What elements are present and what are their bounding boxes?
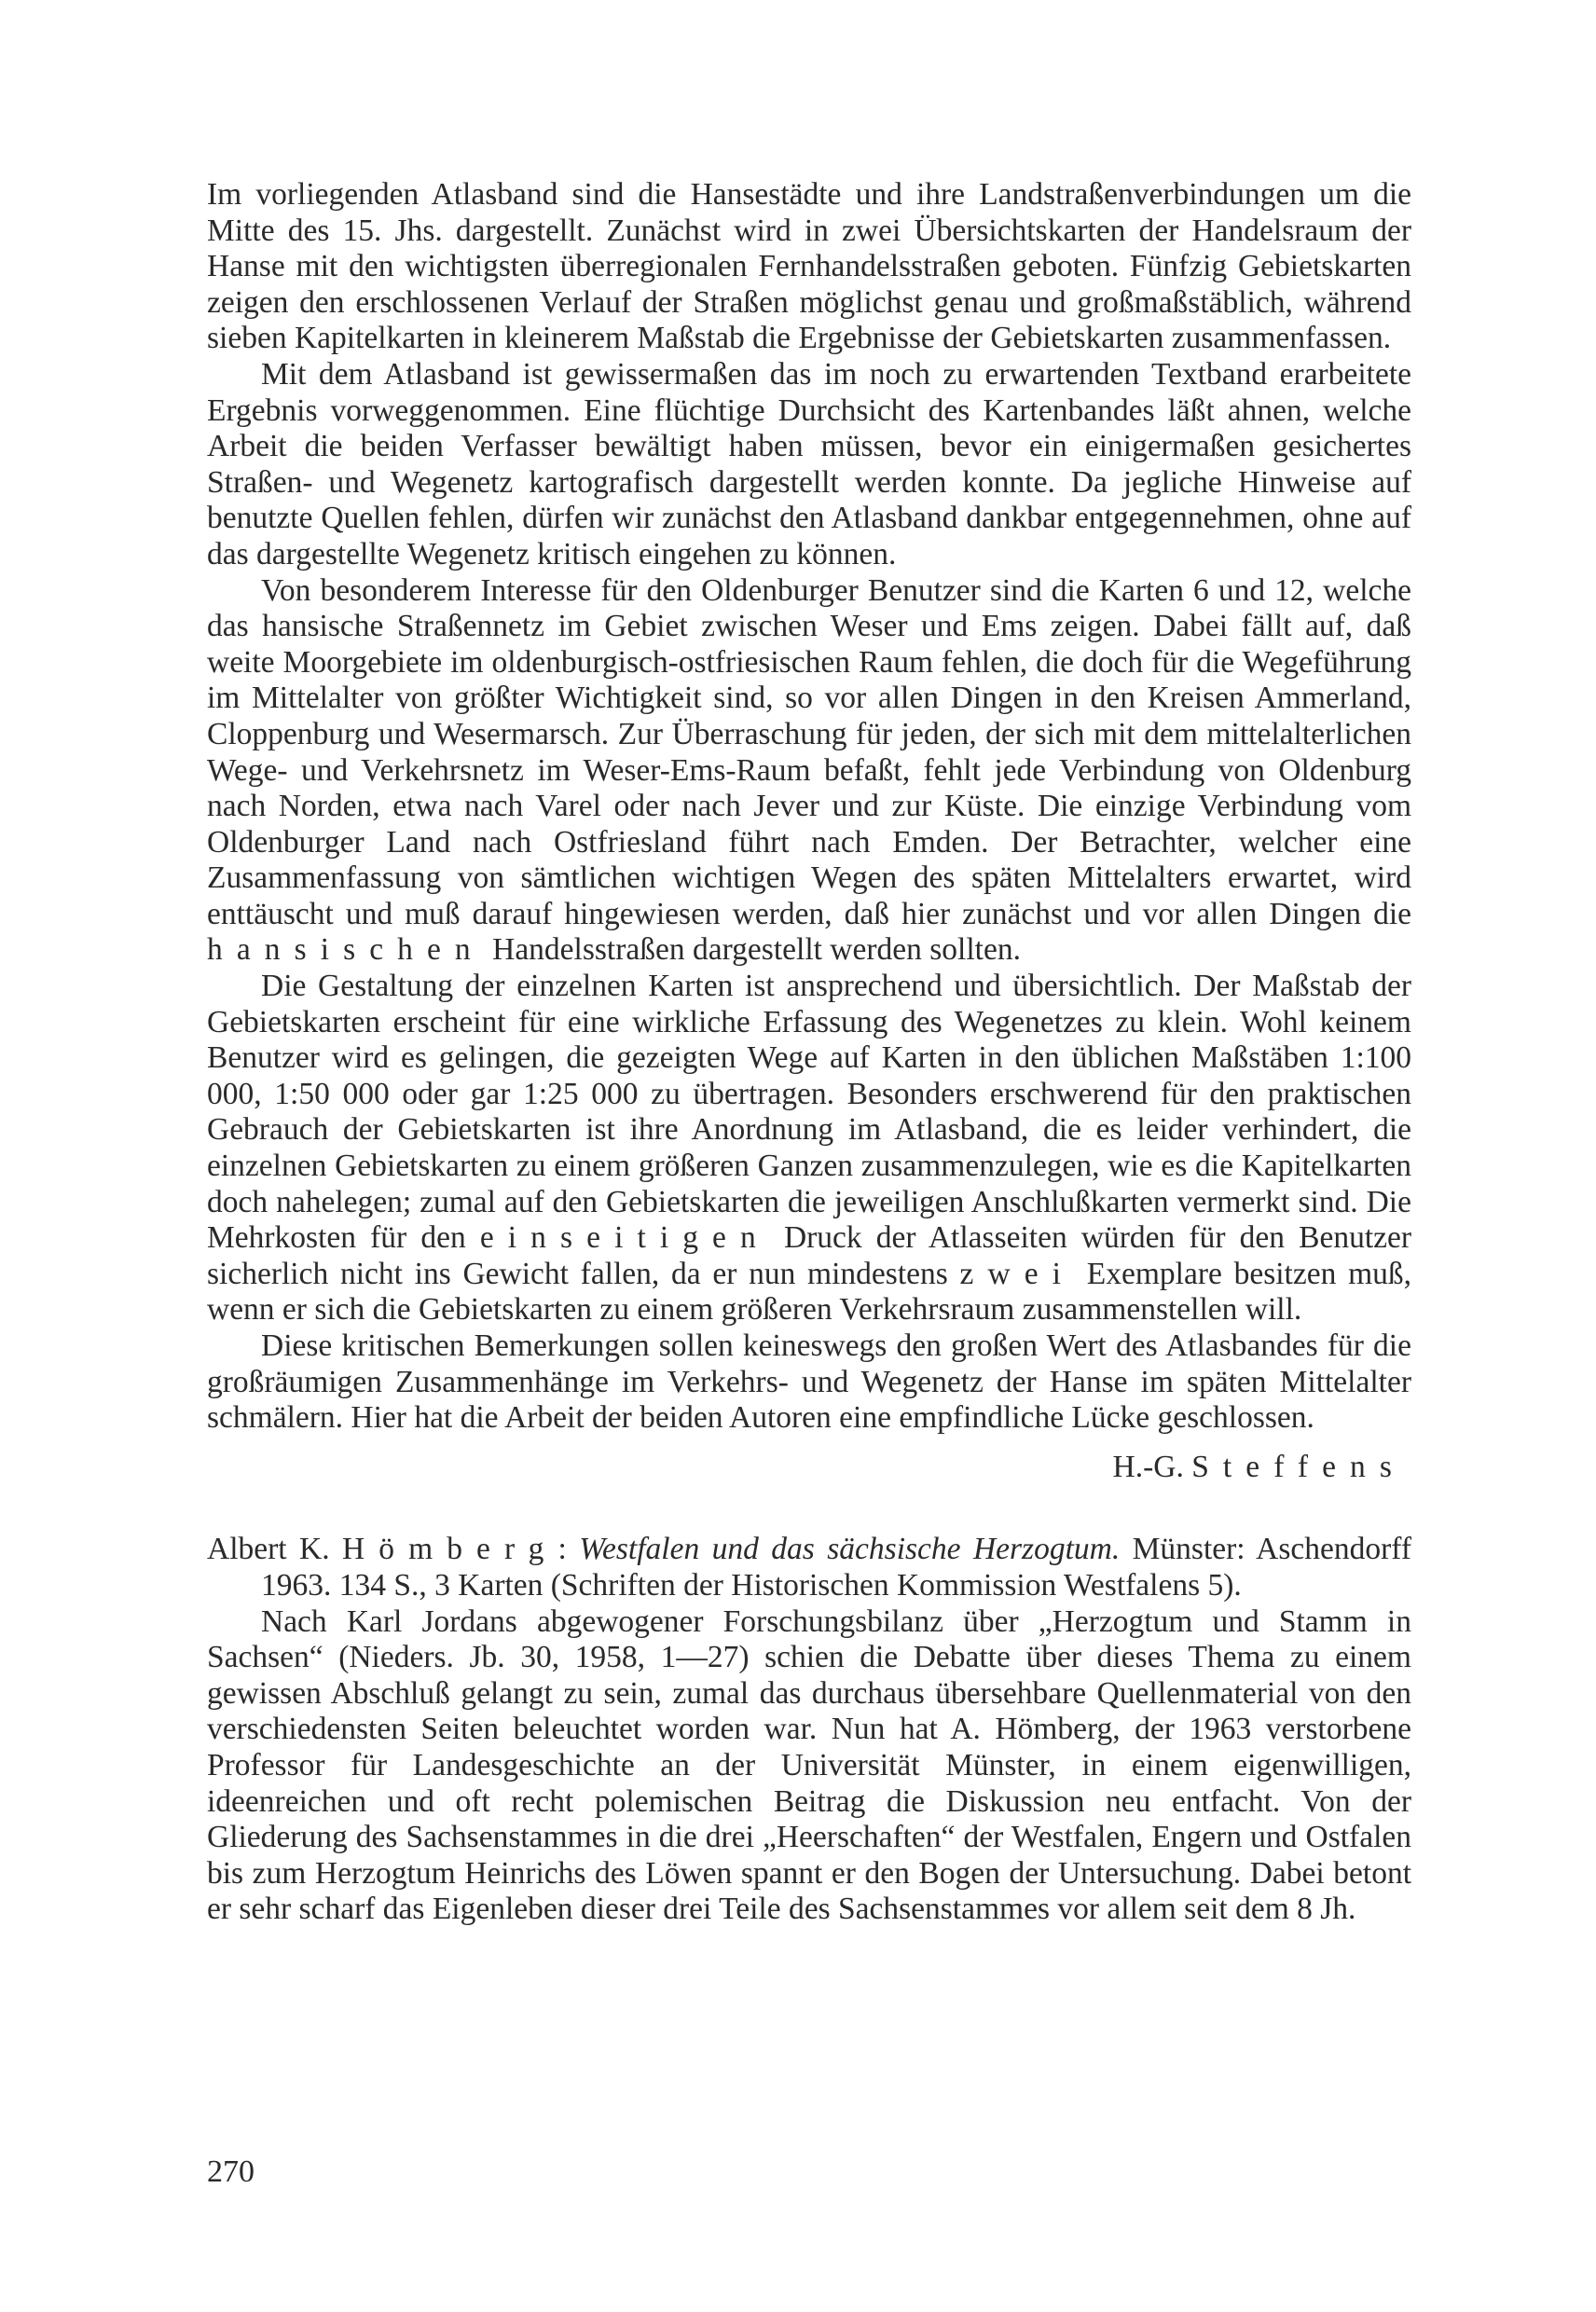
review1-paragraph-5: Diese kritischen Bemerkungen sollen keineswegs den großen Wert des Atlasbandes für die großräumigen Zusammenhänge im Verkehrs- und Wegenetz der Hanse im späten Mittelalter schmälern. Hier hat die Arbeit der beiden Autoren eine empfindliche Lücke geschlossen. <box>207 1328 1411 1436</box>
bib-author-first: Albert K. <box>207 1532 330 1567</box>
review1-paragraph-2: Mit dem Atlasband ist gewissermaßen das im noch zu erwartenden Textband erarbeitete Ergebnis vorweggenommen. Eine flüchtige Durchsicht des Kartenbandes läßt ahnen, welche Arbeit die beiden Verfasser bewältigt haben müssen, bevor ein einigermaßen gesichertes Straßen- und Wegenetz kartografisch dargestellt werden konnte. Da jegliche Hinweise auf benutzte Quellen fehlen, dürfen wir zunächst den Atlasband dankbar entgegennehmen, ohne auf das dargestellte Wegenetz kritisch eingehen zu können. <box>207 356 1411 571</box>
review-atlas-hanse <box>207 177 1411 1485</box>
review1-paragraph-3-text-b: Handelsstraßen dargestellt werden sollten. <box>492 932 1021 968</box>
review1-paragraph-3 <box>207 573 1411 970</box>
emphasis-einseitigen: einseitigen <box>479 1220 770 1256</box>
emphasis-hansischen: hansischen <box>207 932 485 968</box>
bib-author-last: Hömberg <box>342 1532 558 1567</box>
reviewer-signature <box>207 1450 1411 1486</box>
review1-paragraph-4-text-a: Die Gestaltung der einzelnen Karten ist ansprechend und übersichtlich. Der Maßstab der Gebietskarten erscheint für eine wirkliche Erfassung des Wegenetzes zu klein. Wohl keinem Benutzer wird es gelingen, die gezeigten Wege auf Karten in den üblichen Maßstäben 1:100 000, 1:50 000 oder gar 1:25 000 zu übertragen. Besonders erschwerend für den praktischen Gebrauch der Gebietskarten ist ihre Anordnung im Atlasband, die es leider verhindert, die einzelnen Gebietskarten zu einem größeren Ganzen zusammenzulegen, wie es die Kapitelkarten doch nahelegen; zumal auf den Gebietskarten die jeweiligen Anschlußkarten vermerkt sind. Die Mehrkosten für den <box>207 969 1411 1256</box>
bib-colon: : <box>557 1532 567 1567</box>
review1-paragraph-4-text-c: Exemplare besitzen muß, wenn er sich die Gebietskarten zu einem größeren Verkehrsraum zusammenstellen will. <box>207 1256 1411 1328</box>
bib-title: Westfalen und das sächsische Herzogtum. <box>579 1532 1121 1567</box>
bibliographic-entry <box>207 1532 1411 1603</box>
review1-paragraph-4-text-b: Druck der Atlasseiten würden für den Benutzer sicherlich nicht ins Gewicht fallen, da er nun mindestens <box>207 1220 1412 1291</box>
review-separator <box>207 1485 1411 1532</box>
review2-paragraph-1: Nach Karl Jordans abgewogener Forschungsbilanz über „Herzogtum und Stamm in Sachsen“ (Nieders. Jb. 30, 1958, 1—27) schien die Debatte über dieses Thema zu einem gewissen Abschluß gelangt zu sein, zumal das durchaus übersehbare Quellenmaterial von den verschiedensten Seiten beleuchtet worden war. Nun hat A. Hömberg, der 1963 verstorbene Professor für Landesgeschichte an der Universität Münster, in einem eigenwilligen, ideenreichen und oft recht polemischen Beitrag die Diskussion neu entfacht. Von der Gliederung des Sachsenstammes in die drei „Heerschaften“ der Westfalen, Engern und Ostfalen bis zum Herzogtum Heinrichs des Löwen spannt er den Bogen der Untersuchung. Dabei betont er sehr scharf das Eigenleben dieser drei Teile des Sachsenstammes vor allem seit dem 8 Jh. <box>207 1603 1411 1927</box>
signature-initials: H.-G. <box>1112 1449 1184 1484</box>
review-hoemberg <box>207 1532 1411 1928</box>
signature-name: Steffens <box>1191 1449 1406 1484</box>
review1-paragraph-3-text-a: Von besonderem Interesse für den Oldenburger Benutzer sind die Karten 6 und 12, welche das hansische Straßennetz im Gebiet zwischen Weser und Ems zeigen. Dabei fällt auf, daß weite Moorgebiete im oldenburgisch-ostfriesischen Raum fehlen, die doch für die Wegeführung im Mittelalter von größter Wichtigkeit sind, so vor allen Dingen in den Kreisen Ammerland, Cloppenburg und Wesermarsch. Zur Überraschung für jeden, der sich mit dem mittelalterlichen Wege- und Verkehrsnetz im Weser-Ems-Raum befaßt, fehlt jede Verbindung von Oldenburg nach Norden, etwa nach Varel oder nach Jever und zur Küste. Die einzige Verbindung vom Oldenburger Land nach Ostfriesland führt nach Emden. Der Betrachter, welcher eine Zusammenfassung von sämtlichen wichtigen Wegen des späten Mittelalters erwartet, wird enttäuscht und muß darauf hingewiesen werden, daß hier zunächst und vor allen Dingen die <box>207 572 1411 931</box>
page-body <box>207 177 1411 1928</box>
review1-paragraph-1: Im vorliegenden Atlasband sind die Hansestädte und ihre Landstraßenverbindungen um die Mitte des 15. Jhs. dargestellt. Zunächst wird in zwei Übersichtskarten der Handelsraum der Hanse mit den wichtigsten überregionalen Fernhandelsstraßen geboten. Fünfzig Gebietskarten zeigen den erschlossenen Verlauf der Straßen möglichst genau und großmaßstäblich, während sieben Kapitelkarten in kleinerem Maßstab die Ergebnisse der Gebietskarten zusammenfassen. <box>207 177 1411 356</box>
bib-publication: Münster: Aschendorff 1963. 134 S., 3 Karten (Schriften der Historischen Kommission Westfalens 5). <box>261 1532 1412 1603</box>
emphasis-zwei: zwei <box>959 1256 1076 1291</box>
review1-paragraph-4 <box>207 969 1411 1328</box>
page-number: 270 <box>207 2154 255 2189</box>
